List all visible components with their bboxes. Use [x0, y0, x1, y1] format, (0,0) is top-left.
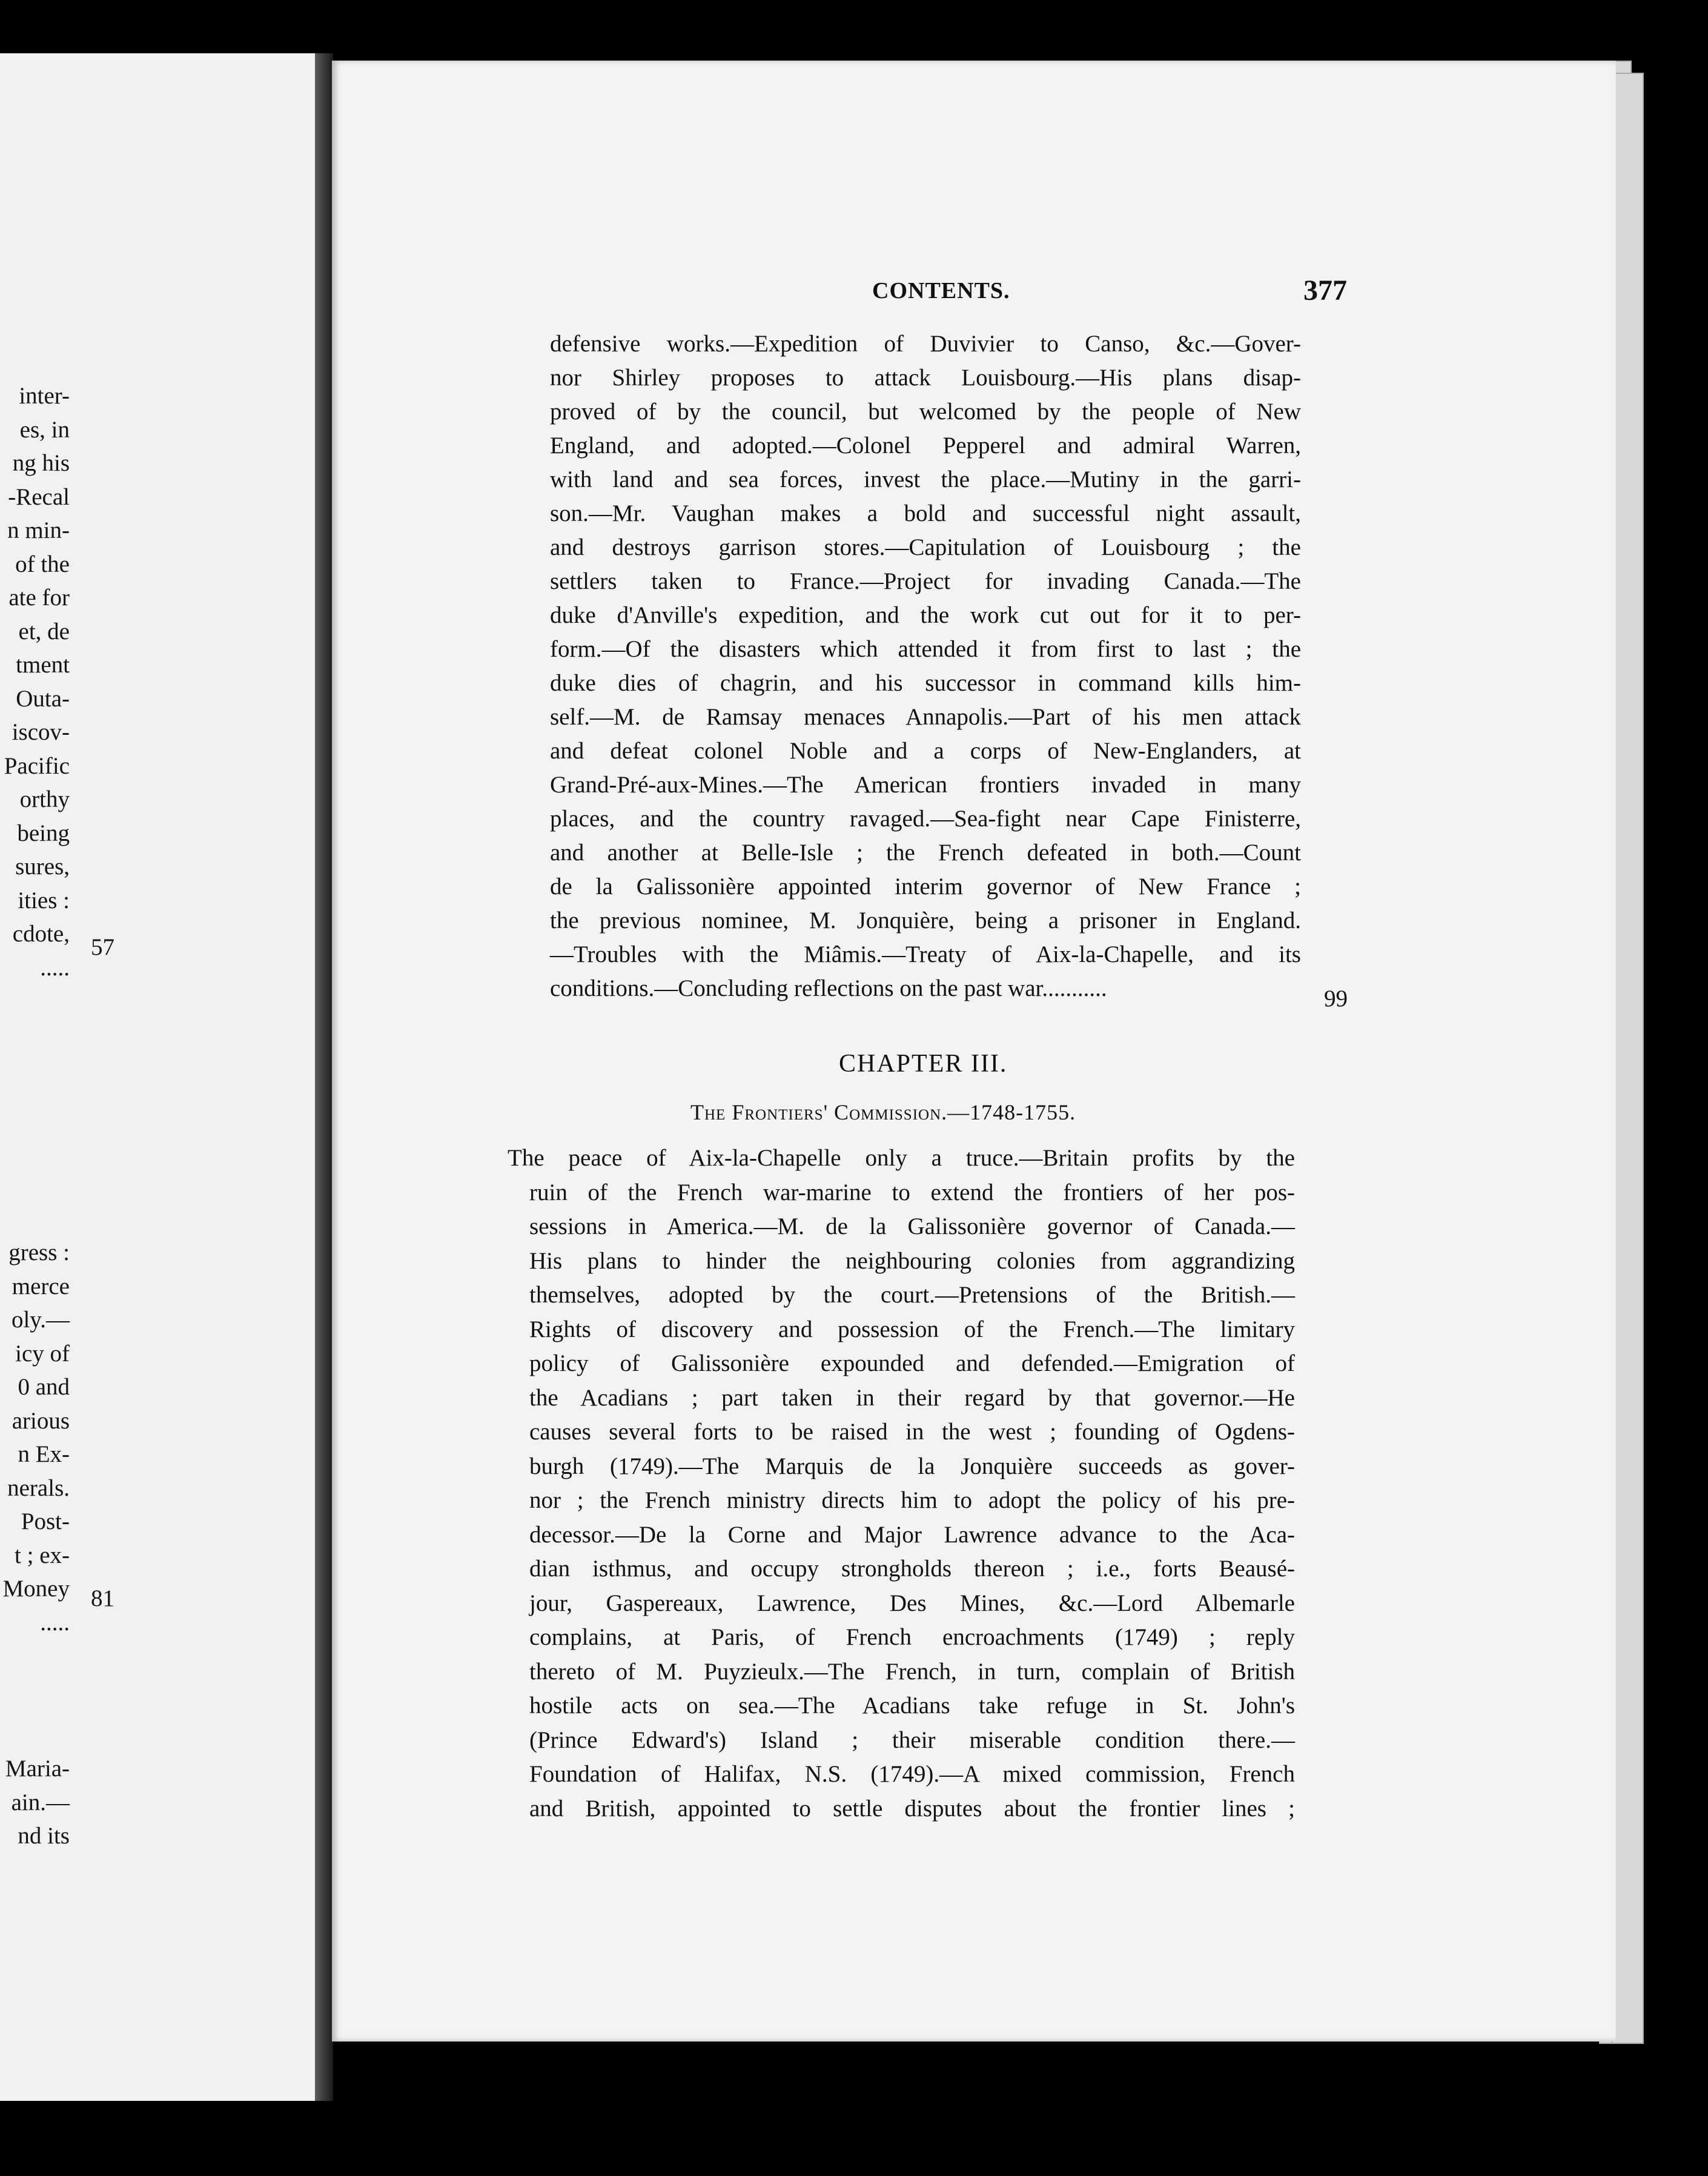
left-page-text-line: sures, [15, 854, 70, 880]
left-page-text-line: Outa- [16, 685, 70, 712]
left-page-text-line: ities : [18, 887, 70, 914]
contents-line: causes several forts to be raised in the west ; founding of Ogdens- [529, 1419, 1295, 1445]
left-page-text-line: inter- [19, 383, 70, 409]
page-number: 377 [1303, 274, 1347, 307]
contents-line: the previous nominee, M. Jonquière, being a prisoner in England. [550, 907, 1301, 934]
left-page-lower-fragments [0, 1236, 70, 1639]
contents-line: hostile acts on sea.—The Acadians take refuge in St. John's [529, 1693, 1295, 1719]
chapter2-contents-text [550, 327, 1301, 1006]
contents-line: form.—Of the disasters which attended it from first to last ; the [550, 636, 1301, 662]
contents-line: decessor.—De la Corne and Major Lawrence advance to the Aca- [529, 1521, 1295, 1548]
left-page-text-line: t ; ex- [15, 1542, 70, 1568]
left-page-text-line: arious [12, 1407, 70, 1434]
left-page-bottom-fragments [0, 1752, 70, 1853]
left-facing-page [0, 53, 317, 2101]
chapter-heading: CHAPTER III. [839, 1050, 1008, 1078]
contents-line: and defeat colonel Noble and a corps of New-Englanders, at [550, 738, 1301, 764]
contents-line: conditions.—Concluding reflections on the past war........... [550, 975, 1107, 1001]
left-page-text-line: icy of [15, 1340, 70, 1367]
chapter-subtitle: The Frontiers' Commission.—1748-1755. [690, 1100, 1076, 1124]
running-head: CONTENTS. [872, 278, 1010, 304]
left-page-text-line: 0 and [18, 1374, 70, 1400]
contents-line: —Troubles with the Miâmis.—Treaty of Aix-la-Chapelle, and its [550, 941, 1301, 967]
contents-line: with land and sea forces, invest the place.—Mutiny in the garri- [550, 466, 1301, 493]
left-page-text-line: Post- [21, 1508, 70, 1534]
left-page-text-line: Maria- [5, 1756, 70, 1782]
left-page-text-line: Money [2, 1576, 70, 1602]
left-page-text-line: ain.— [11, 1789, 70, 1816]
contents-line: Rights of discovery and possession of the French.—The limitary [529, 1316, 1295, 1342]
left-page-text-line: n min- [7, 517, 70, 543]
left-page-text-line: nerals. [7, 1474, 70, 1501]
left-page-text-line: ..... [40, 1609, 70, 1636]
contents-line: themselves, adopted by the court.—Pretensions of the British.— [529, 1282, 1295, 1308]
contents-line: policy of Galissonière expounded and defended.—Emigration of [529, 1350, 1295, 1376]
contents-line: places, and the country ravaged.—Sea-fight near Cape Finisterre, [550, 806, 1301, 832]
left-page-text-line: ..... [40, 954, 70, 981]
left-page-text-line: ng his [12, 450, 70, 476]
chapter2-page-reference: 99 [1324, 986, 1348, 1012]
contents-line: defensive works.—Expedition of Duvivier to Canso, &c.—Gover- [550, 331, 1301, 357]
left-page-text-line: -Recal [8, 483, 70, 510]
contents-line: and British, appointed to settle disputes about the frontier lines ; [529, 1795, 1295, 1822]
contents-line: son.—Mr. Vaughan makes a bold and successful night assault, [550, 500, 1301, 526]
contents-line: England, and adopted.—Colonel Pepperel and admiral Warren, [550, 433, 1301, 459]
contents-line: duke dies of chagrin, and his successor in command kills him- [550, 670, 1301, 696]
contents-line: nor ; the French ministry directs him to adopt the policy of his pre- [529, 1487, 1295, 1513]
left-page-upper-fragments [0, 379, 70, 984]
contents-line: thereto of M. Puyzieulx.—The French, in turn, complain of British [529, 1658, 1295, 1685]
left-page-text-line: ate for [8, 585, 70, 611]
left-page-text-line: cdote, [12, 921, 70, 947]
contents-line: dian isthmus, and occupy strongholds thereon ; i.e., forts Beausé- [529, 1556, 1295, 1582]
left-page-text-line: oly.— [11, 1307, 70, 1333]
contents-line: ruin of the French war-marine to extend the frontiers of her pos- [529, 1179, 1295, 1206]
contents-line: settlers taken to France.—Project for invading Canada.—The [550, 568, 1301, 594]
contents-line: Foundation of Halifax, N.S. (1749).—A mixed commission, French [529, 1761, 1295, 1787]
contents-line: complains, at Paris, of French encroachments (1749) ; reply [529, 1624, 1295, 1650]
contents-line: jour, Gaspereaux, Lawrence, Des Mines, &c.—Lord Albemarle [529, 1590, 1295, 1616]
chapter3-contents-text [508, 1141, 1295, 1826]
left-page-text-line: of the [15, 551, 70, 577]
left-page-text-line: orthy [19, 786, 70, 812]
left-page-text-line: nd its [18, 1823, 70, 1849]
contents-line: proved of by the council, but welcomed by the people of New [550, 399, 1301, 425]
left-page-number-81: 81 [91, 1585, 114, 1611]
contents-line: The peace of Aix-la-Chapelle only a truce.—Britain profits by the [508, 1145, 1295, 1171]
page-edge-2 [1611, 73, 1644, 2044]
left-page-text-line: es, in [19, 416, 70, 443]
left-page-text-line: being [17, 820, 70, 846]
contents-line: burgh (1749).—The Marquis de la Jonquière succeeds as gover- [529, 1453, 1295, 1479]
contents-line: and destroys garrison stores.—Capitulation of Louisbourg ; the [550, 534, 1301, 560]
left-page-text-line: et, de [18, 618, 70, 645]
contents-line: (Prince Edward's) Island ; their miserable condition there.— [529, 1727, 1295, 1753]
contents-line: Grand-Pré-aux-Mines.—The American frontiers invaded in many [550, 772, 1301, 798]
contents-line: sessions in America.—M. de la Galissonière governor of Canada.— [529, 1213, 1295, 1239]
contents-line: and another at Belle-Isle ; the French defeated in both.—Count [550, 840, 1301, 866]
contents-line: His plans to hinder the neighbouring colonies from aggrandizing [529, 1247, 1295, 1274]
left-page-text-line: Pacific [4, 752, 70, 779]
left-page-text-line: n Ex- [18, 1441, 70, 1467]
left-page-text-line: gress : [8, 1239, 70, 1265]
contents-line: self.—M. de Ramsay menaces Annapolis.—Part of his men attack [550, 704, 1301, 730]
contents-line: nor Shirley proposes to attack Louisbourg.—His plans disap- [550, 365, 1301, 391]
contents-line: de la Galissonière appointed interim governor of New France ; [550, 874, 1301, 900]
left-page-number-57: 57 [91, 934, 114, 960]
left-page-text-line: merce [12, 1273, 70, 1299]
book-gutter [315, 53, 333, 2101]
contents-line: the Acadians ; part taken in their regard by that governor.—He [529, 1384, 1295, 1411]
contents-line: duke d'Anville's expedition, and the work cut out for it to per- [550, 602, 1301, 628]
left-page-text-line: iscov- [12, 719, 70, 745]
left-page-text-line: tment [16, 652, 70, 678]
